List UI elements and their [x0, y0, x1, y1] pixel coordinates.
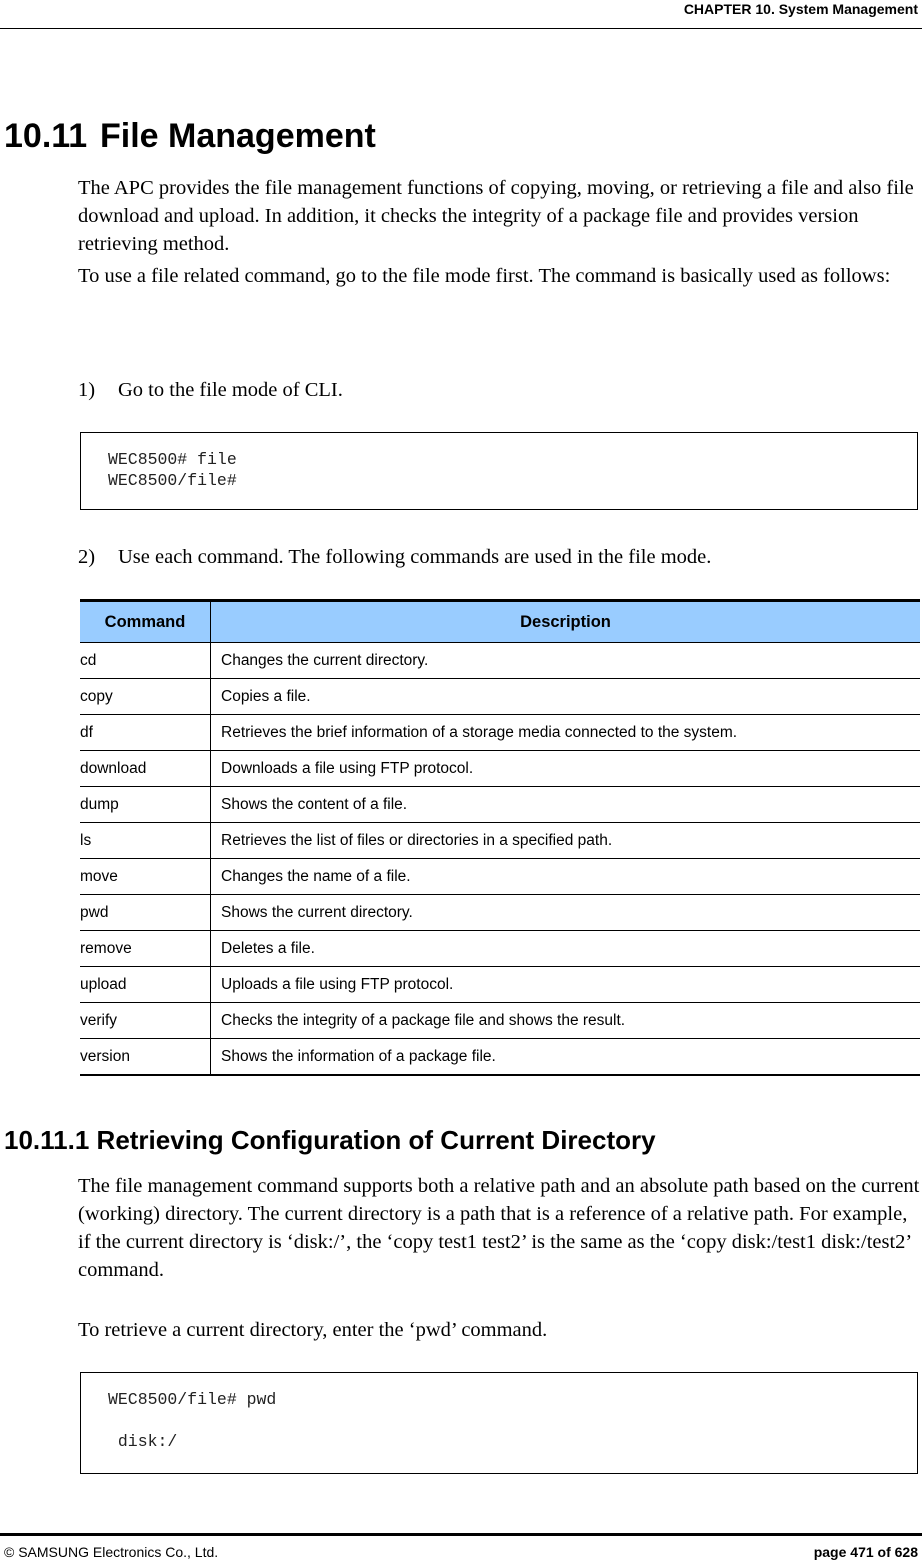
step-2	[78, 543, 711, 571]
section-heading	[4, 116, 376, 156]
command-cell: move	[80, 859, 211, 895]
usage-paragraph: To use a file related command, go to the file mode first. The command is basically used as follows:	[78, 265, 891, 287]
table-row	[80, 931, 920, 967]
header-description: Description	[211, 601, 921, 643]
table-row	[80, 823, 920, 859]
command-cell: copy	[80, 679, 211, 715]
command-cell: remove	[80, 931, 211, 967]
command-cell: pwd	[80, 895, 211, 931]
description-cell: Shows the current directory.	[211, 895, 921, 931]
description-cell: Checks the integrity of a package file and shows the result.	[211, 1003, 921, 1039]
table-header-row	[80, 601, 920, 643]
intro-paragraph: The APC provides the file management functions of copying, moving, or retrieving a file and also file download and upload. In addition, it checks the integrity of a package file and provides version retrieving method.	[78, 177, 914, 255]
step-2-text: Use each command. The following commands are used in the file mode.	[118, 546, 712, 568]
page-footer	[0, 1533, 922, 1568]
step-2-number: 2)	[78, 546, 96, 568]
command-cell: cd	[80, 643, 211, 679]
command-cell: upload	[80, 967, 211, 1003]
table-row	[80, 1039, 920, 1076]
table-row	[80, 715, 920, 751]
command-cell: download	[80, 751, 211, 787]
table-row	[80, 787, 920, 823]
header-command: Command	[80, 601, 211, 643]
description-cell: Changes the current directory.	[211, 643, 921, 679]
step-1-number: 1)	[78, 379, 96, 401]
table-row	[80, 751, 920, 787]
command-cell: version	[80, 1039, 211, 1076]
table-row	[80, 895, 920, 931]
description-cell: Deletes a file.	[211, 931, 921, 967]
description-cell: Retrieves the brief information of a storage media connected to the system.	[211, 715, 921, 751]
subsection-paragraph: The file management command supports both a relative path and an absolute path based on the current (working) directory. The current directory is a path that is a reference of a relative path. For example, if the current directory is ‘disk:/’, the ‘copy test1 test2’ is the same as the ‘copy disk:/test1 disk:/test2’ command.	[78, 1175, 920, 1281]
command-cell: dump	[80, 787, 211, 823]
table-row	[80, 859, 920, 895]
command-cell: ls	[80, 823, 211, 859]
command-cell: verify	[80, 1003, 211, 1039]
table-row	[80, 967, 920, 1003]
code-line	[108, 1410, 917, 1431]
section-number: 10.11	[4, 117, 88, 155]
table-row	[80, 679, 920, 715]
description-cell: Shows the information of a package file.	[211, 1039, 921, 1076]
description-cell: Retrieves the list of files or directories in a specified path.	[211, 823, 921, 859]
step-1	[78, 376, 343, 404]
page-number: page 471 of 628	[813, 1544, 918, 1560]
description-cell: Changes the name of a file.	[211, 859, 921, 895]
table-row	[80, 643, 920, 679]
code-block-pwd	[80, 1372, 918, 1474]
pwd-instruction: To retrieve a current directory, enter the ‘pwd’ command.	[78, 1319, 548, 1341]
code-line: WEC8500/file#	[108, 471, 237, 490]
description-cell: Uploads a file using FTP protocol.	[211, 967, 921, 1003]
code-block-file-mode	[80, 432, 918, 510]
description-cell: Downloads a file using FTP protocol.	[211, 751, 921, 787]
subsection-heading: 10.11.1 Retrieving Configuration of Current Directory	[4, 1125, 656, 1155]
code-line: disk:/	[108, 1432, 178, 1451]
description-cell: Copies a file.	[211, 679, 921, 715]
command-table	[80, 599, 920, 1076]
step-1-text: Go to the file mode of CLI.	[118, 379, 343, 401]
command-cell: df	[80, 715, 211, 751]
description-cell: Shows the content of a file.	[211, 787, 921, 823]
page-header	[0, 0, 922, 29]
code-line: WEC8500# file	[108, 450, 237, 469]
copyright: © SAMSUNG Electronics Co., Ltd.	[4, 1544, 219, 1560]
chapter-title: CHAPTER 10. System Management	[683, 1, 918, 17]
table-row	[80, 1003, 920, 1039]
code-line: WEC8500/file# pwd	[108, 1390, 277, 1409]
section-title: File Management	[100, 117, 376, 155]
